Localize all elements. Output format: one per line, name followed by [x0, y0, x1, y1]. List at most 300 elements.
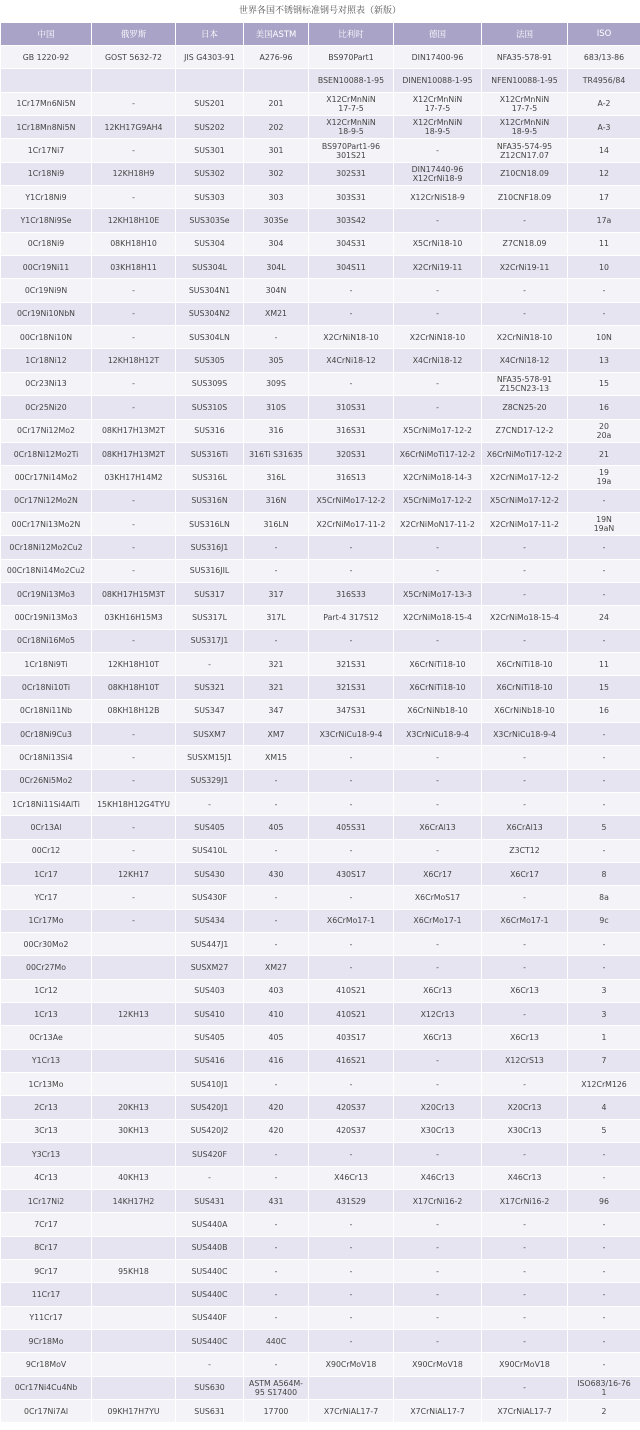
table-cell: 12KH18H10T — [92, 652, 176, 675]
table-cell: X5CrNiMo17-12-2 — [309, 489, 394, 512]
table-cell: - — [394, 559, 482, 582]
table-row — [1, 1143, 640, 1166]
table-cell: X6CrNiTi18-10 — [482, 676, 568, 699]
table-cell: 00Cr19Ni13Mo3 — [1, 606, 92, 629]
table-cell: 17a — [568, 209, 640, 232]
table-cell: 1Cr17 — [1, 863, 92, 886]
table-cell: X5CrNiMo17-13-3 — [394, 582, 482, 605]
table-cell: 03KH18H11 — [92, 256, 176, 279]
table-cell: X6CrMoS17 — [394, 886, 482, 909]
table-cell: 1Cr18Ni9Ti — [1, 652, 92, 675]
table-cell: SUS431 — [176, 1189, 244, 1212]
table-cell: 95KH18 — [92, 1259, 176, 1282]
table-cell: 9Cr18Mo — [1, 1329, 92, 1352]
table-cell: 302S31 — [309, 162, 394, 185]
table-cell: 0Cr17Ni12Mo2 — [1, 419, 92, 442]
table-cell: SUS405 — [176, 1026, 244, 1049]
table-cell: - — [568, 1259, 640, 1282]
table-cell: X12CrM126 — [568, 1073, 640, 1096]
table-cell: 15 — [568, 676, 640, 699]
table-cell: X4CrNi18-12 — [482, 349, 568, 372]
table-cell: - — [394, 629, 482, 652]
table-cell: SUS302 — [176, 162, 244, 185]
table-cell: X7CrNiAL17-7 — [482, 1399, 568, 1422]
table-cell: 0Cr18Ni10Ti — [1, 676, 92, 699]
column-header: 德国 — [394, 23, 482, 46]
table-cell: X2CrNiMo18-14-3 — [394, 466, 482, 489]
table-cell: 316L — [244, 466, 309, 489]
table-row — [1, 793, 640, 816]
table-cell: 09KH17H7YU — [92, 1399, 176, 1422]
table-cell: - — [176, 1353, 244, 1376]
table-cell: - — [244, 1259, 309, 1282]
table-cell — [1, 69, 92, 92]
table-cell: Y11Cr17 — [1, 1306, 92, 1329]
table-row — [1, 979, 640, 1002]
column-header: 法国 — [482, 23, 568, 46]
table-cell: SUS630 — [176, 1376, 244, 1399]
table-cell: - — [309, 746, 394, 769]
table-cell: - — [394, 1143, 482, 1166]
table-row — [1, 1306, 640, 1329]
table-cell: NFA35-574-95 Z12CN17.07 — [482, 139, 568, 162]
table-cell: X12CrMnNiN 17-7-5 — [309, 92, 394, 115]
table-cell: - — [482, 1283, 568, 1306]
table-cell: - — [244, 793, 309, 816]
table-row — [1, 232, 640, 255]
table-cell: 9c — [568, 909, 640, 932]
table-cell: - — [92, 302, 176, 325]
table-cell: - — [394, 746, 482, 769]
table-cell: SUS410L — [176, 839, 244, 862]
table-row — [1, 1049, 640, 1072]
table-cell: X2CrNi19-11 — [482, 256, 568, 279]
table-cell: SUS430 — [176, 863, 244, 886]
table-cell: 416S21 — [309, 1049, 394, 1072]
table-cell: - — [309, 793, 394, 816]
table-cell: 0Cr17Ni4Cu4Nb — [1, 1376, 92, 1399]
table-cell: - — [92, 372, 176, 395]
table-cell: Part-4 317S12 — [309, 606, 394, 629]
table-cell: YCr17 — [1, 886, 92, 909]
table-cell: X17CrNi16-2 — [482, 1189, 568, 1212]
table-cell: - — [394, 1283, 482, 1306]
table-cell: X2CrNiMo18-15-4 — [394, 606, 482, 629]
table-cell: - — [394, 1236, 482, 1259]
table-cell: XM15 — [244, 746, 309, 769]
table-cell: 15 — [568, 372, 640, 395]
table-cell: 304S31 — [309, 232, 394, 255]
table-cell: - — [309, 1073, 394, 1096]
table-cell: 305 — [244, 349, 309, 372]
table-cell: - — [482, 1143, 568, 1166]
table-row — [1, 1026, 640, 1049]
table-cell: X6CrNiTi18-10 — [482, 652, 568, 675]
table-row — [1, 92, 640, 115]
table-cell: - — [244, 1143, 309, 1166]
table-row — [1, 1213, 640, 1236]
table-row — [1, 139, 640, 162]
table-cell: SUS440B — [176, 1236, 244, 1259]
table-cell: SUS201 — [176, 92, 244, 115]
table-cell: SUS631 — [176, 1399, 244, 1422]
table-cell: X6Cr13 — [394, 1026, 482, 1049]
table-cell: GOST 5632-72 — [92, 46, 176, 69]
table-cell: - — [482, 1236, 568, 1259]
table-cell: - — [482, 559, 568, 582]
table-cell: 316S31 — [309, 419, 394, 442]
table-cell: BS970Part1 — [309, 46, 394, 69]
table-cell: - — [568, 629, 640, 652]
table-cell: 303Se — [244, 209, 309, 232]
table-cell: - — [394, 956, 482, 979]
table-cell — [92, 1143, 176, 1166]
table-cell: SUS316L — [176, 466, 244, 489]
table-cell: 202 — [244, 116, 309, 139]
table-cell: SUS329J1 — [176, 769, 244, 792]
table-cell: - — [482, 1073, 568, 1096]
table-cell: X20Cr13 — [394, 1096, 482, 1119]
table-cell: SUS317 — [176, 582, 244, 605]
table-cell: - — [482, 1329, 568, 1352]
table-cell: 8a — [568, 886, 640, 909]
table-cell: - — [482, 209, 568, 232]
table-cell: 303S42 — [309, 209, 394, 232]
table-cell: 301 — [244, 139, 309, 162]
table-cell: Y1Cr18Ni9 — [1, 186, 92, 209]
table-cell: - — [309, 886, 394, 909]
table-cell: - — [92, 326, 176, 349]
table-cell: - — [568, 839, 640, 862]
table-row — [1, 1376, 640, 1399]
table-cell: SUS410 — [176, 1003, 244, 1026]
table-cell: 10N — [568, 326, 640, 349]
table-row — [1, 186, 640, 209]
table-cell: - — [482, 302, 568, 325]
table-cell: 12 — [568, 162, 640, 185]
table-row — [1, 489, 640, 512]
table-cell: - — [568, 769, 640, 792]
table-cell: - — [568, 302, 640, 325]
table-cell: X12CrMnNiN 18-9-5 — [482, 116, 568, 139]
table-cell: - — [309, 372, 394, 395]
table-cell: 420 — [244, 1096, 309, 1119]
table-cell: 00Cr30Mo2 — [1, 933, 92, 956]
table-cell: 1Cr13Mo — [1, 1073, 92, 1096]
table-cell: 405 — [244, 1026, 309, 1049]
table-cell: SUS304L — [176, 256, 244, 279]
table-cell: 416 — [244, 1049, 309, 1072]
table-cell: - — [394, 372, 482, 395]
table-cell: 08KH17H15M3T — [92, 582, 176, 605]
table-row — [1, 1189, 640, 1212]
table-cell: 405S31 — [309, 816, 394, 839]
table-row — [1, 629, 640, 652]
table-cell: X2CrNiMo17-11-2 — [309, 512, 394, 535]
table-body — [1, 46, 640, 1423]
table-cell: 0Cr19Ni10NbN — [1, 302, 92, 325]
table-cell: 321 — [244, 676, 309, 699]
table-cell: 5 — [568, 816, 640, 839]
table-cell: - — [92, 396, 176, 419]
table-cell: ISO683/16-76 1 — [568, 1376, 640, 1399]
table-cell: 304S11 — [309, 256, 394, 279]
table-cell: GB 1220-92 — [1, 46, 92, 69]
table-cell: - — [309, 1329, 394, 1352]
table-cell: 20KH13 — [92, 1096, 176, 1119]
table-cell: SUS304N1 — [176, 279, 244, 302]
table-cell: - — [309, 279, 394, 302]
table-cell: - — [92, 816, 176, 839]
table-cell: DINEN10088-1-95 — [394, 69, 482, 92]
table-cell: SUS317L — [176, 606, 244, 629]
table-cell: 321S31 — [309, 652, 394, 675]
table-cell — [92, 1353, 176, 1376]
table-cell: - — [394, 1049, 482, 1072]
table-cell: 12KH18H9 — [92, 162, 176, 185]
table-cell: 0Cr19Ni9N — [1, 279, 92, 302]
table-cell: 7Cr17 — [1, 1213, 92, 1236]
table-cell: X4CrNi18-12 — [394, 349, 482, 372]
table-cell: - — [482, 793, 568, 816]
table-cell: SUS304 — [176, 232, 244, 255]
table-cell: - — [482, 1306, 568, 1329]
table-cell: XM21 — [244, 302, 309, 325]
table-cell: - — [244, 886, 309, 909]
table-cell: - — [176, 1166, 244, 1189]
table-cell: - — [568, 1236, 640, 1259]
table-cell — [92, 979, 176, 1002]
table-cell: SUS440C — [176, 1329, 244, 1352]
table-cell: 00Cr17Ni13Mo2N — [1, 512, 92, 535]
table-cell: 9Cr17 — [1, 1259, 92, 1282]
table-cell: - — [176, 793, 244, 816]
table-cell: SUS420J2 — [176, 1119, 244, 1142]
table-cell: X20Cr13 — [482, 1096, 568, 1119]
table-cell: - — [568, 793, 640, 816]
table-cell: - — [568, 956, 640, 979]
table-cell: SUS403 — [176, 979, 244, 1002]
table-cell: - — [482, 1259, 568, 1282]
table-cell: NFEN10088-1-95 — [482, 69, 568, 92]
table-cell: 03KH17H14M2 — [92, 466, 176, 489]
table-cell: 12KH13 — [92, 1003, 176, 1026]
table-cell: - — [309, 769, 394, 792]
table-cell: X2CrNiN18-10 — [394, 326, 482, 349]
table-cell: 1Cr17Mo — [1, 909, 92, 932]
table-row — [1, 442, 640, 465]
table-cell: 0Cr19Ni13Mo3 — [1, 582, 92, 605]
table-cell: 00Cr18Ni14Mo2Cu2 — [1, 559, 92, 582]
table-row — [1, 349, 640, 372]
table-cell: - — [568, 1306, 640, 1329]
table-cell: - — [309, 1283, 394, 1306]
table-row — [1, 1353, 640, 1376]
table-row — [1, 652, 640, 675]
table-cell: SUS440A — [176, 1213, 244, 1236]
table-cell: 08KH17H13M2T — [92, 442, 176, 465]
table-row — [1, 1283, 640, 1306]
table-cell: 11Cr17 — [1, 1283, 92, 1306]
table-cell: X6CrNiMoTi17-12-2 — [394, 442, 482, 465]
table-cell: - — [394, 1306, 482, 1329]
table-row — [1, 699, 640, 722]
table-cell: - — [482, 1213, 568, 1236]
table-cell: X6CrNiTi18-10 — [394, 652, 482, 675]
table-cell: - — [92, 769, 176, 792]
table-row — [1, 256, 640, 279]
table-cell: X6CrNiMoTi17-12-2 — [482, 442, 568, 465]
table-cell: - — [568, 1329, 640, 1352]
table-row — [1, 746, 640, 769]
table-cell: Z3CT12 — [482, 839, 568, 862]
table-cell — [92, 69, 176, 92]
table-cell: 304 — [244, 232, 309, 255]
table-cell — [92, 933, 176, 956]
table-header-row — [1, 23, 640, 46]
table-cell: SUS430F — [176, 886, 244, 909]
table-row — [1, 1073, 640, 1096]
table-cell: X6Cr17 — [394, 863, 482, 886]
table-cell: - — [482, 746, 568, 769]
table-row — [1, 886, 640, 909]
table-cell: SUS317J1 — [176, 629, 244, 652]
table-cell: 0Cr18Ni9 — [1, 232, 92, 255]
table-row — [1, 372, 640, 395]
table-cell: 12KH18H10E — [92, 209, 176, 232]
table-cell: SUS316 — [176, 419, 244, 442]
page-title: 世界各国不锈钢标准钢号对照表（新版） — [238, 6, 401, 16]
table-cell: - — [309, 839, 394, 862]
table-cell: 3 — [568, 979, 640, 1002]
table-cell: 316LN — [244, 512, 309, 535]
table-cell: 0Cr18Ni12Mo2Cu2 — [1, 536, 92, 559]
table-cell: X3CrNiCu18-9-4 — [309, 722, 394, 745]
table-cell: - — [244, 1166, 309, 1189]
table-cell: - — [92, 559, 176, 582]
table-cell: - — [394, 793, 482, 816]
table-cell: SUS316J1 — [176, 536, 244, 559]
table-cell: X5CrNiMo17-12-2 — [482, 489, 568, 512]
table-cell: X5CrNiMo17-12-2 — [394, 419, 482, 442]
table-cell: X6CrMo17-1 — [394, 909, 482, 932]
table-cell: 420S37 — [309, 1096, 394, 1119]
table-cell: 2 — [568, 1399, 640, 1422]
table-cell: 0Cr23Ni13 — [1, 372, 92, 395]
table-cell: 430S17 — [309, 863, 394, 886]
table-cell: - — [568, 746, 640, 769]
table-cell: 4 — [568, 1096, 640, 1119]
column-header: 俄罗斯 — [92, 23, 176, 46]
table-cell: X12Cr13 — [394, 1003, 482, 1026]
table-cell: - — [244, 1073, 309, 1096]
table-row — [1, 816, 640, 839]
table-cell: 431S29 — [309, 1189, 394, 1212]
table-cell: - — [244, 909, 309, 932]
table-row — [1, 1166, 640, 1189]
table-cell: 0Cr17Ni7Al — [1, 1399, 92, 1422]
table-cell: X6CrMo17-1 — [482, 909, 568, 932]
table-cell: - — [568, 722, 640, 745]
table-cell: - — [568, 559, 640, 582]
table-cell: - — [568, 933, 640, 956]
table-cell: - — [568, 279, 640, 302]
table-cell: - — [394, 1213, 482, 1236]
table-cell: - — [568, 1353, 640, 1376]
table-cell — [92, 1283, 176, 1306]
table-cell: SUS321 — [176, 676, 244, 699]
table-cell: - — [394, 769, 482, 792]
table-cell: 310S — [244, 396, 309, 419]
table-cell: X3CrNiCu18-9-4 — [482, 722, 568, 745]
table-cell: DIN17440-96 X12CrNi18-9 — [394, 162, 482, 185]
table-cell: 347 — [244, 699, 309, 722]
table-row — [1, 1119, 640, 1142]
table-cell: 19 19a — [568, 466, 640, 489]
table-cell: 40KH13 — [92, 1166, 176, 1189]
table-cell: 0Cr18Ni9Cu3 — [1, 722, 92, 745]
table-cell: X46Cr13 — [482, 1166, 568, 1189]
table-cell: 4Cr13 — [1, 1166, 92, 1189]
table-cell: X12CrS13 — [482, 1049, 568, 1072]
table-cell: X46Cr13 — [309, 1166, 394, 1189]
table-cell: 3 — [568, 1003, 640, 1026]
table-cell: 683/13-86 — [568, 46, 640, 69]
table-row — [1, 466, 640, 489]
table-cell: X3CrNiCu18-9-4 — [394, 722, 482, 745]
table-cell: 08KH18H12B — [92, 699, 176, 722]
table-cell: 2Cr13 — [1, 1096, 92, 1119]
table-cell: X6CrMo17-1 — [309, 909, 394, 932]
table-cell: - — [92, 279, 176, 302]
table-cell: SUS316LN — [176, 512, 244, 535]
table-cell: - — [92, 512, 176, 535]
table-cell: - — [92, 909, 176, 932]
table-cell: SUS405 — [176, 816, 244, 839]
table-cell: - — [309, 1143, 394, 1166]
table-cell: - — [309, 302, 394, 325]
table-row — [1, 1003, 640, 1026]
column-header: 日本 — [176, 23, 244, 46]
table-row — [1, 396, 640, 419]
table-cell: X6CrNiTi18-10 — [394, 676, 482, 699]
table-cell: 96 — [568, 1189, 640, 1212]
table-cell: SUS416 — [176, 1049, 244, 1072]
table-cell: X90CrMoV18 — [309, 1353, 394, 1376]
table-cell: - — [92, 839, 176, 862]
table-cell: 9Cr18MoV — [1, 1353, 92, 1376]
table-cell: - — [482, 1003, 568, 1026]
table-cell: SUS305 — [176, 349, 244, 372]
table-row — [1, 279, 640, 302]
table-cell: 00Cr27Mo — [1, 956, 92, 979]
table-cell: 24 — [568, 606, 640, 629]
table-cell: Z7CN18.09 — [482, 232, 568, 255]
table-cell: - — [309, 1306, 394, 1329]
table-cell: NFA35-578-91 — [482, 46, 568, 69]
table-cell: SUS420J1 — [176, 1096, 244, 1119]
table-cell: 21 — [568, 442, 640, 465]
table-cell: TR4956/84 — [568, 69, 640, 92]
table-cell: - — [482, 956, 568, 979]
table-cell: Z7CND17-12-2 — [482, 419, 568, 442]
table-cell: X2CrNiMo17-12-2 — [482, 466, 568, 489]
table-cell: 316S13 — [309, 466, 394, 489]
table-cell: - — [482, 279, 568, 302]
table-cell: - — [309, 956, 394, 979]
table-cell: - — [394, 209, 482, 232]
table-cell: X5CrNi18-10 — [394, 232, 482, 255]
